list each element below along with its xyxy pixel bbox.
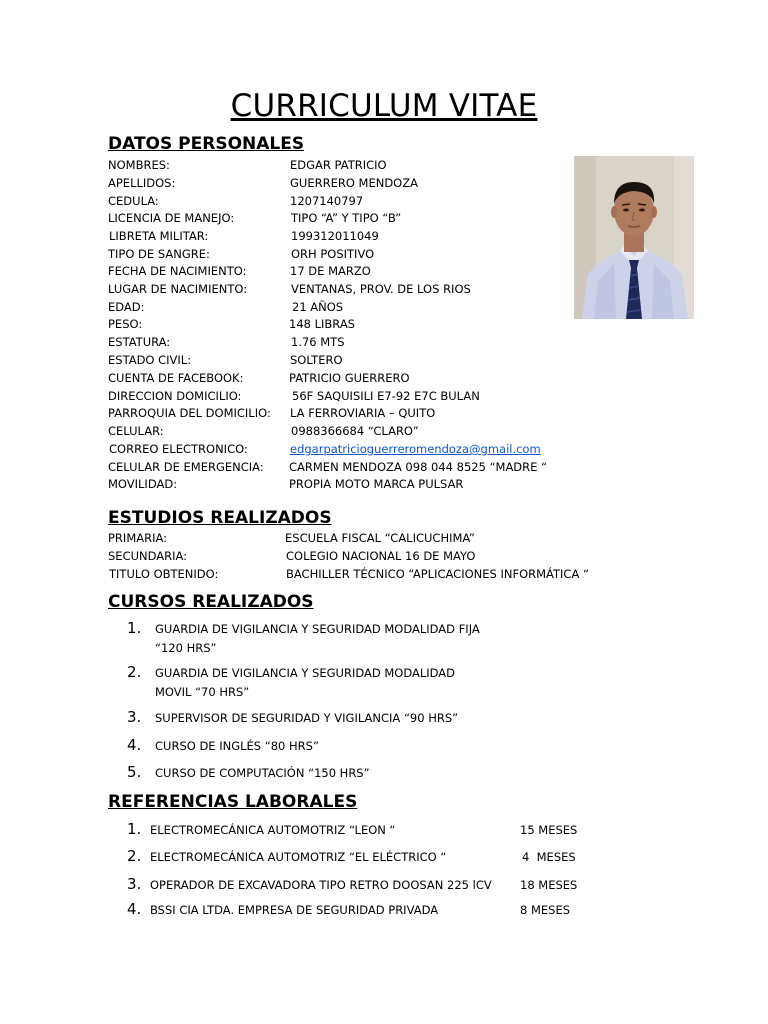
list-text-continued: “120 HRS” xyxy=(155,641,217,655)
section-heading-courses: CURSOS REALIZADOS xyxy=(108,592,314,612)
field-value: 21 AÑOS xyxy=(292,300,344,314)
field-value: VENTANAS, PROV. DE LOS RIOS xyxy=(291,282,471,296)
field-value: CARMEN MENDOZA 098 044 8525 “MADRE “ xyxy=(289,460,548,474)
field-label: CELULAR DE EMERGENCIA: xyxy=(108,460,264,474)
section-heading-studies: ESTUDIOS REALIZADOS xyxy=(108,508,332,528)
section-heading-references: REFERENCIAS LABORALES xyxy=(108,792,358,812)
field-label: CELULAR: xyxy=(108,424,164,438)
list-number: 2. xyxy=(127,663,142,681)
field-label: APELLIDOS: xyxy=(108,176,176,190)
field-value: 0988366684 “CLARO” xyxy=(291,424,419,438)
list-number: 1. xyxy=(127,619,142,637)
field-value: TIPO “A” Y TIPO “B” xyxy=(291,211,402,225)
field-value: GUERRERO MENDOZA xyxy=(290,176,418,190)
reference-text: ELECTROMECÁNICA AUTOMOTRIZ “LEON “ xyxy=(150,823,396,837)
list-text: CURSO DE INGLÉS “80 HRS” xyxy=(155,739,319,753)
field-label: CUENTA DE FACEBOOK: xyxy=(108,371,244,385)
field-label: LIBRETA MILITAR: xyxy=(109,229,209,243)
field-value: LA FERROVIARIA – QUITO xyxy=(290,406,436,420)
field-label: LICENCIA DE MANEJO: xyxy=(108,211,235,225)
field-label: CORREO ELECTRONICO: xyxy=(109,442,248,456)
reference-text: BSSI CIA LTDA. EMPRESA DE SEGURIDAD PRIVADA xyxy=(150,903,439,917)
field-label: DIRECCION DOMICILIO: xyxy=(108,389,242,403)
field-label: PESO: xyxy=(108,317,143,331)
reference-text: ELECTROMECÁNICA AUTOMOTRIZ “EL ELÉCTRICO “ xyxy=(150,850,447,864)
list-text: CURSO DE COMPUTACIÓN “150 HRS” xyxy=(155,766,370,780)
field-value: 1207140797 xyxy=(290,194,364,208)
list-text: GUARDIA DE VIGILANCIA Y SEGURIDAD MODALIDAD xyxy=(155,666,456,680)
list-number: 1. xyxy=(127,820,142,838)
field-label: EDAD: xyxy=(108,300,145,314)
field-label: TITULO OBTENIDO: xyxy=(109,567,219,581)
field-value: SOLTERO xyxy=(290,353,343,367)
profile-photo xyxy=(574,156,694,319)
field-label: ESTATURA: xyxy=(108,335,171,349)
page-title: CURRICULUM VITAE xyxy=(230,88,538,124)
field-value: COLEGIO NACIONAL 16 DE MAYO xyxy=(286,549,476,563)
reference-duration: 8 MESES xyxy=(520,903,571,917)
field-value: PROPIA MOTO MARCA PULSAR xyxy=(289,477,464,491)
reference-text: OPERADOR DE EXCAVADORA TIPO RETRO DOOSAN 225 lCV xyxy=(150,878,492,892)
field-label: ESTADO CIVIL: xyxy=(108,353,192,367)
field-value: 148 LIBRAS xyxy=(289,317,355,331)
field-label: LUGAR DE NACIMIENTO: xyxy=(108,282,248,296)
field-value: ORH POSITIVO xyxy=(291,247,375,261)
field-value: 199312011049 xyxy=(291,229,379,243)
person-portrait-icon xyxy=(574,156,694,319)
section-heading-personal: DATOS PERSONALES xyxy=(108,134,305,154)
field-value: ESCUELA FISCAL “CALICUCHIMA” xyxy=(285,531,475,545)
list-number: 5. xyxy=(127,763,142,781)
list-text-continued: MOVIL “70 HRS” xyxy=(155,685,250,699)
field-label: NOMBRES: xyxy=(108,158,170,172)
field-label: FECHA DE NACIMIENTO: xyxy=(108,264,247,278)
list-number: 3. xyxy=(127,708,142,726)
field-label: MOVILIDAD: xyxy=(108,477,178,491)
email-link[interactable]: edgarpatricioguerreromendoza@gmail.com xyxy=(290,442,541,456)
reference-duration: 18 MESES xyxy=(520,878,578,892)
reference-duration: 15 MESES xyxy=(520,823,578,837)
list-text: SUPERVISOR DE SEGURIDAD Y VIGILANCIA “90 HRS” xyxy=(155,711,459,725)
field-label: PRIMARIA: xyxy=(108,531,168,545)
field-value: PATRICIO GUERRERO xyxy=(289,371,410,385)
list-text: GUARDIA DE VIGILANCIA Y SEGURIDAD MODALIDAD FIJA xyxy=(155,622,480,636)
field-label: PARROQUIA DEL DOMICILIO: xyxy=(108,406,271,420)
list-number: 4. xyxy=(127,736,142,754)
list-number: 3. xyxy=(127,875,142,893)
field-value: 17 DE MARZO xyxy=(290,264,371,278)
list-number: 4. xyxy=(127,900,142,918)
field-value: BACHILLER TÉCNICO “APLICACIONES INFORMÁTICA “ xyxy=(286,567,589,581)
list-number: 2. xyxy=(127,847,142,865)
reference-duration: 4 MESES xyxy=(522,850,576,864)
field-value: EDGAR PATRICIO xyxy=(290,158,387,172)
field-value: 1.76 MTS xyxy=(291,335,345,349)
field-label: SECUNDARIA: xyxy=(108,549,188,563)
field-label: TIPO DE SANGRE: xyxy=(108,247,210,261)
field-value: 56F SAQUISILI E7-92 E7C BULAN xyxy=(292,389,480,403)
field-label: CEDULA: xyxy=(108,194,159,208)
